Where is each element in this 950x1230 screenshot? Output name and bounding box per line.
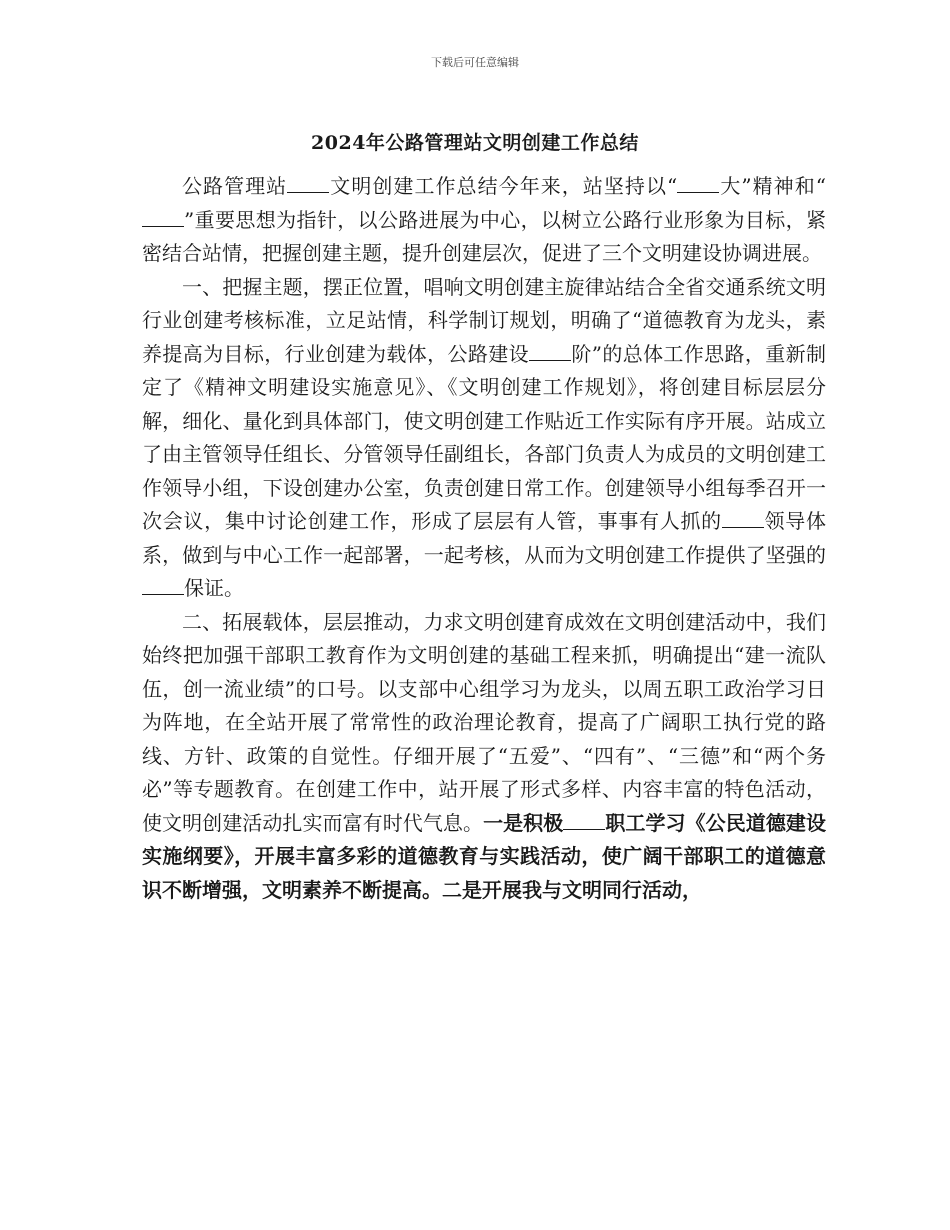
text-run: 保证。 bbox=[184, 576, 244, 600]
fill-in-blank bbox=[529, 342, 571, 361]
document-title: 2024年公路管理站文明创建工作总结 bbox=[311, 132, 639, 154]
document-body bbox=[142, 170, 826, 907]
text-run: 一、把握主题，摆正位置，唱响文明创建主旋律站结合全省交通系统文明行业创建考核标准，立足站情，科学制订规划，明确了“道德教育为龙头，素养提高为目标，行业创建为载体，公路建设 bbox=[142, 274, 826, 366]
header-note: 下载后可任意编辑 bbox=[431, 56, 519, 69]
fill-in-blank bbox=[563, 811, 605, 830]
fill-in-blank bbox=[287, 174, 329, 193]
paragraph-2 bbox=[142, 271, 826, 606]
paragraph-3 bbox=[142, 606, 826, 908]
text-run: ”重要思想为指针，以公路进展为中心，以树立公路行业形象为目标，紧密结合站情，把握创建主题，提升创建层次，促进了三个文明建设协调进展。 bbox=[142, 207, 826, 265]
text-run: 领导体系，做到与中心工作一起部署，一起考核，从而为文明创建工作提供了坚强的 bbox=[142, 509, 827, 567]
text-run: 阶”的总体工作思路，重新制定了《精神文明建设实施意见》、《文明创建工作规划》，将创建目标层层分解，细化、量化到具体部门，使文明创建工作贴近工作实际有序开展。站成立了由主管领导任组长、分管领导任副组长，各部门负责人为成员的文明创建工作领导小组，下设创建办公室，负责创建日常工作。创建领导小组每季召开一次会议，集中讨论创建工作，形成了层层有人管，事事有人抓的 bbox=[142, 341, 827, 533]
paragraph-1 bbox=[142, 170, 826, 271]
fill-in-blank bbox=[677, 174, 719, 193]
text-run: 大”精神和“ bbox=[719, 174, 826, 198]
bold-text-run: 职工学习《公民道德建设实施纲要》，开展丰富多彩的道德教育与实践活动，使广阔干部职工的道德意识不断增强，文明素养不断提高。二是开展我与文明同行活动， bbox=[142, 810, 826, 902]
text-run: 二、拓展载体，层层推动，力求文明创建育成效在文明创建活动中，我们始终把加强干部职工教育作为文明创建的基础工程来抓，明确提出“建一流队伍，创一流业绩”的口号。以支部中心组学习为龙头，以周五职工政治学习日为阵地，在全站开展了常常性的政治理论教育，提高了广阔职工执行党的路线、方针、政策的自觉性。仔细开展了“五爱”、“四有”、“三德”和“两个务必”等专题教育。在创建工作中，站开展了形式多样、内容丰富的特色活动，使文明创建活动扎实而富有时代气息。 bbox=[142, 609, 826, 835]
bold-text-run: 一是积极 bbox=[483, 810, 564, 835]
fill-in-blank bbox=[142, 208, 184, 227]
fill-in-blank bbox=[722, 509, 764, 528]
text-run: 公路管理站 bbox=[182, 174, 288, 198]
text-run: 文明创建工作总结今年来，站坚持以“ bbox=[329, 174, 678, 198]
fill-in-blank bbox=[142, 576, 184, 595]
